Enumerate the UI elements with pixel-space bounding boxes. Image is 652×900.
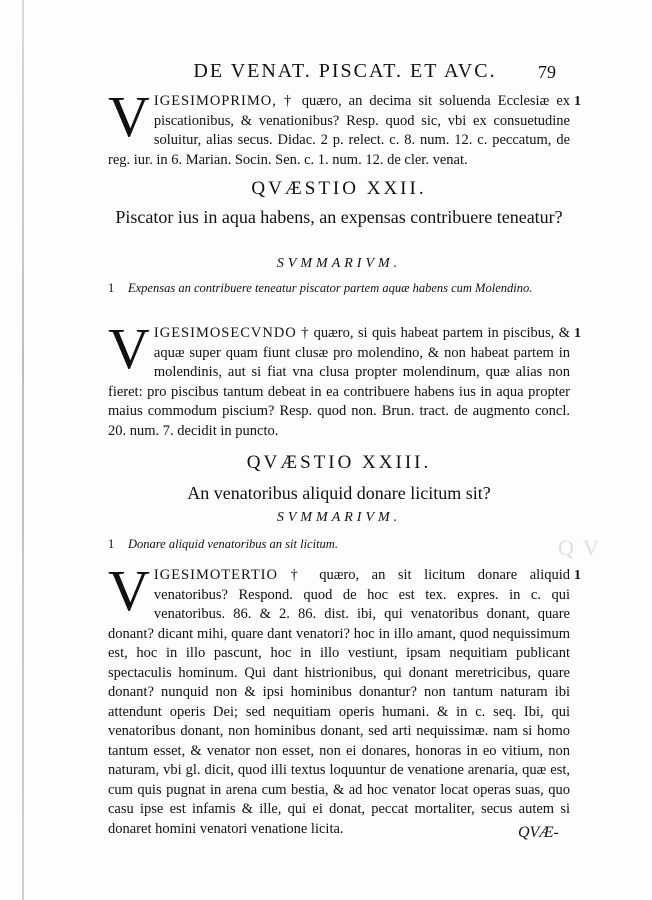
margin-number: 1 xyxy=(574,94,581,109)
quaestio-heading: QVÆSTIO XXII. xyxy=(251,178,427,199)
show-through-bleed: Q V xyxy=(558,535,601,560)
drop-capital: V xyxy=(108,316,150,381)
paragraph-vigesimosecundo xyxy=(108,316,570,441)
drop-capital: V xyxy=(108,84,150,149)
summary-text: Donare aliquid venatoribus an sit licitum. xyxy=(128,537,338,551)
paragraph-lead: IGESIMOTERTIO xyxy=(153,567,278,583)
quaestio-title: An venatoribus aliquid donare licitum sit? xyxy=(187,483,491,503)
summary-item xyxy=(108,280,570,296)
running-title: DE VENAT. PISCAT. ET AVC. xyxy=(193,60,497,82)
paragraph-text: † quæro, si quis habeat partem in piscibus, & aquæ super quam fiunt clusæ pro molendino, & non habeat partem in molendinis, aut si fiat vna clusa propter molendinum, quæ alias non fieret: pro piscibus tantum debeat in ea contribuere habens ius in aqua propter maius commodum piscium? Resp. quod non. Brun. tract. de augmento concl. 20. num. 7. decidit in puncto. xyxy=(108,325,570,439)
drop-capital: V xyxy=(108,558,150,623)
paragraph-vigesimotertio xyxy=(108,558,571,839)
page-number: 79 xyxy=(538,62,556,82)
paragraph-vigesimoprimo xyxy=(108,84,571,170)
summarium-heading: SVMMARIVM. xyxy=(276,510,402,525)
margin-number: 1 xyxy=(574,326,581,341)
margin-number: 1 xyxy=(574,568,581,583)
summary-item xyxy=(108,536,570,552)
paragraph-lead: IGESIMOSECVNDO xyxy=(153,325,297,341)
summary-number: 1 xyxy=(108,537,115,551)
quaestio-title: Piscator ius in aqua habens, an expensas contribuere teneatur? xyxy=(115,207,563,227)
paragraph-lead: IGESIMOPRIMO, xyxy=(153,93,277,109)
paragraph-text: † quæro, an decima sit soluenda Ecclesiæ ex piscationibus, & venationibus? Resp. quod sic, vbi ex consuetudine soluitur, alias secus. Didac. 2 p. relect. c. 8. num. 12. c. peccatum, de reg. iur. in 6. Marian. Socin. Sen. c. 1. num. 12. de cler. venat. xyxy=(108,93,571,168)
summary-number: 1 xyxy=(108,281,115,295)
gutter-shadow xyxy=(22,0,24,900)
paragraph-text: † quæro, an sit licitum donare aliquid venatoribus? Respond. quod de hoc est tex. expres. in c. qui venatoribus. 86. & 2. 86. dist. ibi, qui venatoribus donant, quare donant? dicant mihi, quare dant venatori? hoc in illo amant, quod nequissimum est, hoc in illo pascunt, hoc in illo vestiunt, ipsam nequitiam publicant spectaculis hominum. Qui dant histrionibus, qui donant meretricibus, quare donant? nunquid non & ipsi hominibus donantur? non tantum naturam ibi attendunt operis Dei; sed nequitiam operis humani. & in c. seq. Ibi, qui venatoribus donant, non hominibus donant, sed arti nequissimæ. nam si homo tantum esset, & venator non esset, non ei donares, honoras in eo vitium, non naturam, vbi gl. dicit, quod illi textus loquuntur de venatione arenaria, quæ est, cum quis pugnat in arena cum bestia, & ad hoc venator locat operas suas, quo casu ipse est infamis & ille, qui ei donat, peccat mortaliter, secus autem si donaret homini venatori venatione licita. xyxy=(108,567,571,837)
catchword: QVÆ- xyxy=(518,824,559,841)
summarium-heading: SVMMARIVM. xyxy=(276,256,402,271)
quaestio-heading: QVÆSTIO XXIII. xyxy=(246,452,432,473)
summary-text: Expensas an contribuere teneatur piscator partem aquæ habens cum Molendino. xyxy=(128,281,533,295)
